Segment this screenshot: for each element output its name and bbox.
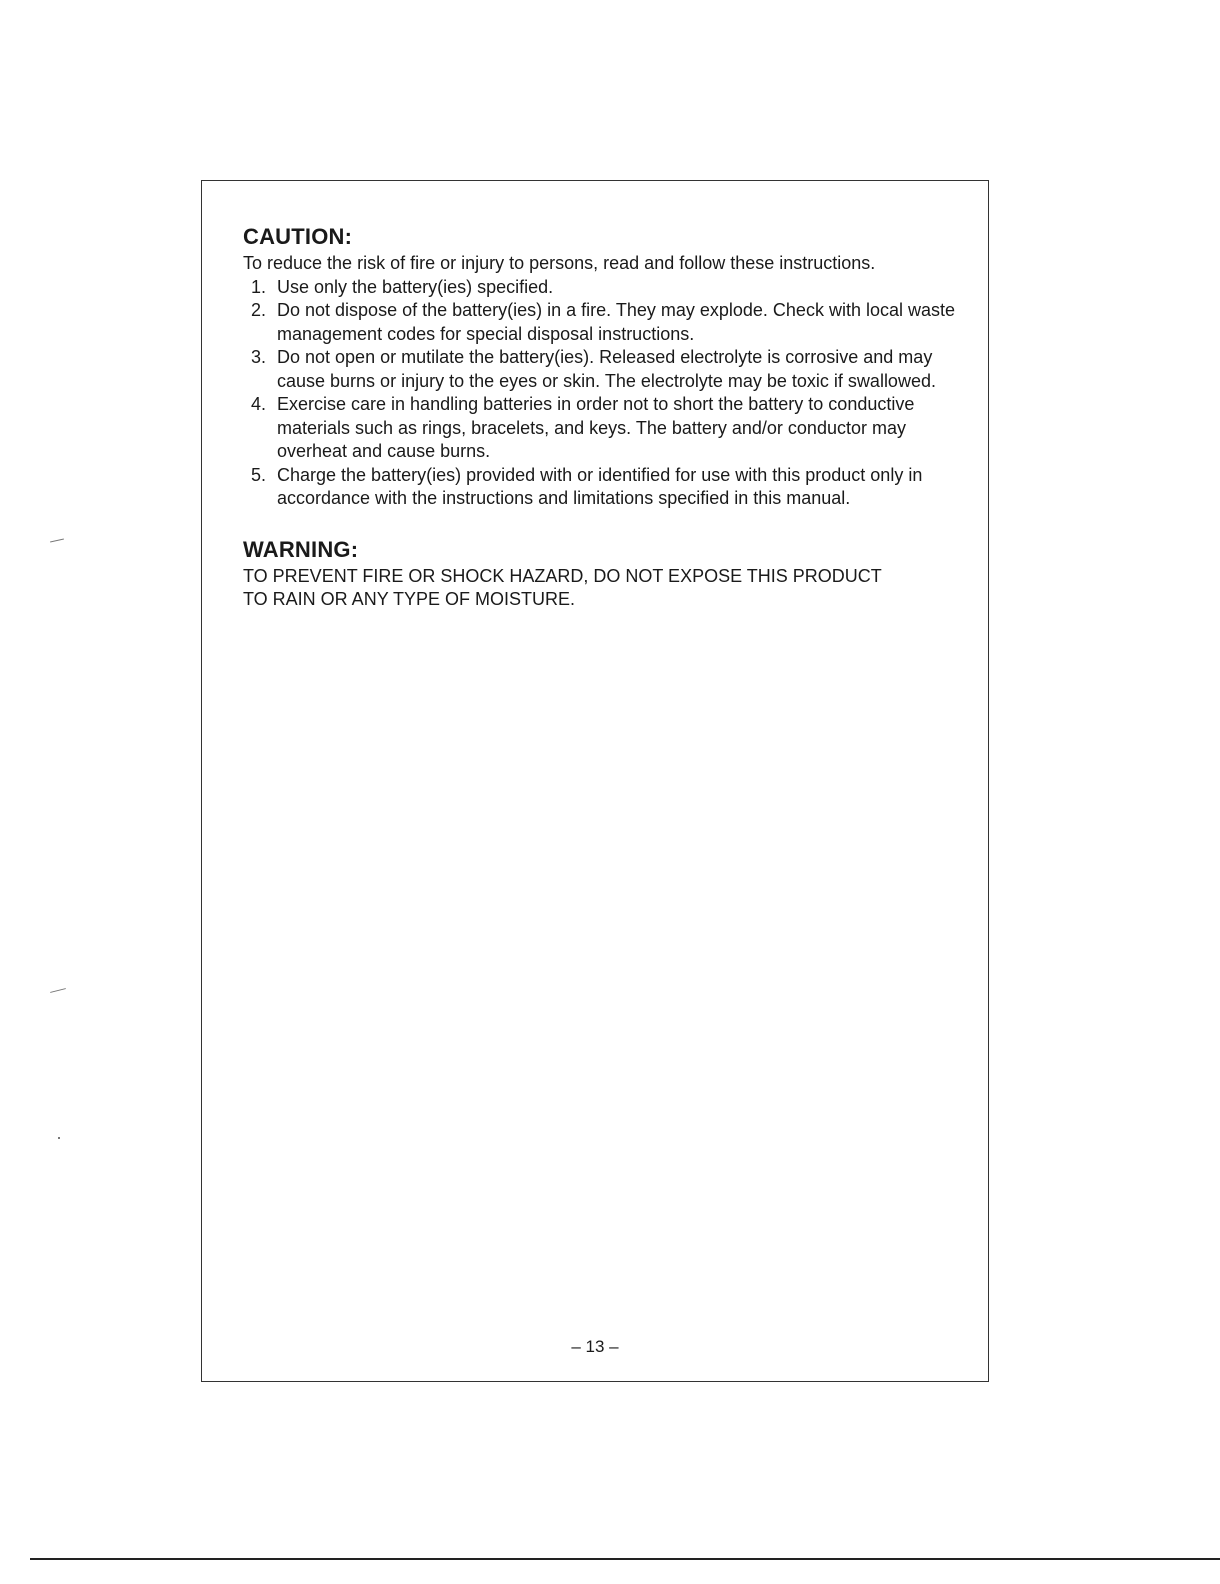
scan-mark	[58, 1137, 60, 1139]
caution-intro: To reduce the risk of fire or injury to persons, read and follow these instructions.	[243, 253, 876, 273]
item-text: Charge the battery(ies) provided with or identified for use with this product only in accordance with the instructions and limitations specified in this manual.	[277, 464, 923, 508]
scan-mark	[50, 539, 64, 543]
bottom-rule	[30, 1558, 1220, 1560]
item-number: 4.	[251, 394, 267, 414]
warning-heading: WARNING:	[243, 536, 359, 562]
caution-heading: CAUTION:	[243, 224, 353, 249]
warning-text: TO PREVENT FIRE OR SHOCK HAZARD, DO NOT EXPOSE THIS PRODUCT TO RAIN OR ANY TYPE OF MOISTURE.	[243, 565, 882, 609]
warning-section	[243, 537, 963, 612]
scan-mark	[50, 988, 66, 993]
caution-item-2	[243, 299, 963, 346]
caution-section	[243, 224, 963, 511]
caution-list	[243, 276, 963, 511]
caution-item-3	[243, 346, 963, 393]
caution-item-5	[243, 464, 963, 511]
caution-item-1	[243, 276, 963, 300]
item-number: 5.	[251, 464, 267, 485]
item-text: Do not dispose of the battery(ies) in a fire. They may explode. Check with local waste management codes for special disposal instructions.	[277, 300, 955, 344]
item-number: 1.	[251, 276, 267, 297]
item-text: Exercise care in handling batteries in order not to short the battery to conductive materials such as rings, bracelets, and keys. The battery and/or conductor may overheat and cause burns.	[277, 394, 915, 461]
caution-item-4	[243, 393, 963, 464]
item-number: 3.	[251, 347, 267, 367]
item-text: Do not open or mutilate the battery(ies). Released electrolyte is corrosive and may cause burns or injury to the eyes or skin. The electrolyte may be toxic if swallowed.	[277, 347, 936, 391]
item-text: Use only the battery(ies) specified.	[277, 276, 554, 297]
item-number: 2.	[251, 300, 267, 320]
page-content	[243, 224, 963, 612]
page-number: – 13 –	[571, 1337, 619, 1356]
